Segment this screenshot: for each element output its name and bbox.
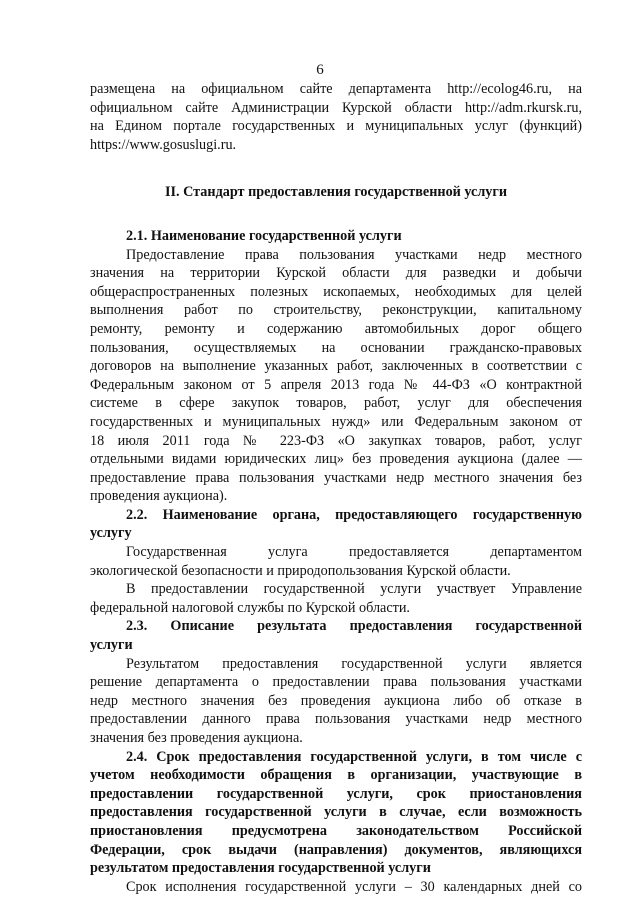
paragraph-2-1: [90, 246, 582, 506]
text-line: экологической безопасности и природопользования Курской области.: [90, 562, 511, 579]
heading-line: услугу: [90, 525, 132, 542]
paragraph-2-2-a: [90, 543, 582, 580]
text-line: Федеральным законом от 5 апреля 2013 года № 44-ФЗ «О контрактной: [90, 376, 582, 393]
text-line: отдельными видами юридических лиц» без проведения аукциона (далее —: [90, 451, 582, 468]
page-content: [90, 80, 582, 896]
heading-2-3: [90, 617, 582, 654]
text-line: В предоставлении государственной услуги участвует Управление: [126, 581, 582, 598]
heading-line: 2.2. Наименование органа, предоставляющего государственную: [126, 506, 582, 523]
heading-line: 2.4. Срок предоставления государственной услуги, в том числе с: [126, 748, 582, 765]
intro-line: размещена на официальном сайте департамента http://ecolog46.ru, на: [90, 81, 582, 97]
intro-paragraph: [90, 80, 582, 154]
text-line: Результатом предоставления государственной услуги является: [126, 655, 582, 672]
heading-line: услуги: [90, 637, 133, 654]
heading-2-1: 2.1. Наименование государственной услуги: [126, 227, 402, 244]
text-line: выполнения работ по строительству, реконструкции, капитальному: [90, 302, 582, 319]
heading-2-4: [90, 748, 582, 878]
text-line: договоров на выполнение указанных работ, заключенных в соответствии с: [90, 358, 582, 375]
heading-line: результатом предоставления государственной услуги: [90, 860, 431, 877]
text-line: Срок исполнения государственной услуги – 30 календарных дней со: [126, 878, 582, 895]
heading-line: приостановления предусмотрена законодательством Российской: [90, 822, 582, 839]
section-title: II. Стандарт предоставления государственной услуги: [164, 184, 508, 201]
text-line: системе в сфере закупок товаров, работ, услуг для обеспечения: [90, 395, 582, 412]
intro-line: официальном сайте Администрации Курской области http://adm.rkursk.ru,: [90, 99, 582, 116]
paragraph-2-3: [90, 655, 582, 748]
paragraph-2-2-b: [90, 580, 582, 617]
heading-line: 2.3. Описание результата предоставления государственной: [126, 618, 582, 635]
heading-line: предоставления государственной услуги в случае, если возможность: [90, 804, 582, 821]
heading-line: Федерации, срок выдачи (направления) документов, являющихся: [90, 841, 582, 858]
text-line: Предоставление права пользования участками недр местного: [126, 246, 582, 263]
intro-line: на Едином портале государственных и муниципальных услуг (функций): [90, 118, 582, 135]
text-line: 18 июля 2011 года № 223-ФЗ «О закупках товаров, работ, услуг: [90, 432, 582, 449]
text-line: предоставлении данного права пользования участками недр местного: [90, 711, 582, 728]
text-line: недр местного значения без проведения аукциона либо об отказе в: [90, 692, 582, 709]
heading-line: учетом необходимости обращения в организации, участвующие в: [90, 767, 582, 784]
text-line: предоставление права пользования участками недр местного значения без: [90, 469, 582, 486]
text-line: общераспространенных полезных ископаемых, необходимых для целей: [90, 283, 582, 300]
intro-line: https://www.gosuslugi.ru.: [90, 136, 237, 153]
text-line: государственных и муниципальных нужд» или Федеральным законом от: [90, 413, 582, 430]
heading-2-2: [90, 506, 582, 543]
text-line: пользования, осуществляемых на основании гражданско-правовых: [90, 339, 582, 356]
heading-line: предоставлении государственной услуги, срок приостановления: [90, 785, 582, 802]
paragraph-2-4: [90, 878, 582, 897]
text-line: значения на территории Курской области для разведки и добычи: [90, 265, 582, 282]
text-line: проведения аукциона).: [90, 488, 228, 505]
text-line: значения без проведения аукциона.: [90, 730, 303, 746]
text-line: федеральной налоговой службы по Курской области.: [90, 599, 410, 616]
page-number: 6: [316, 62, 324, 78]
text-line: Государственная услуга предоставляется департаментом: [126, 544, 582, 561]
text-line: решение департамента о предоставлении права пользования участками: [90, 674, 582, 691]
text-line: ремонту, ремонту и содержанию автомобильных дорог общего: [90, 320, 582, 337]
